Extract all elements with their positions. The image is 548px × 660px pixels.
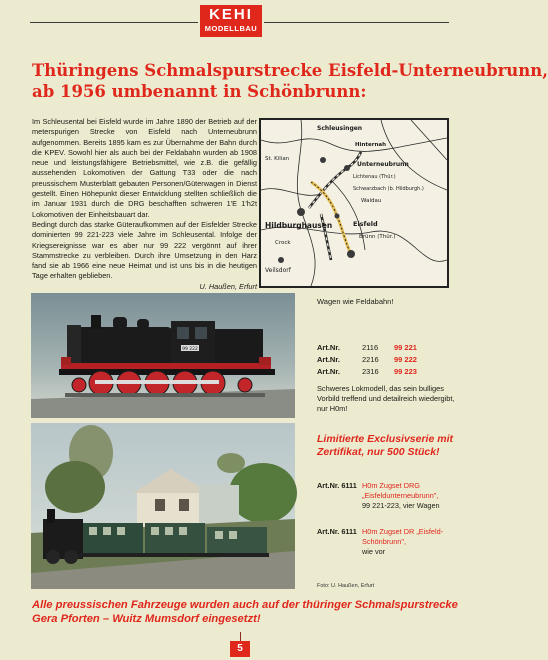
route-map-drawing (261, 120, 447, 286)
logo-subtitle: MODELLBAU (204, 24, 258, 33)
order-item-1 (317, 481, 472, 511)
kehi-logo (200, 5, 262, 37)
article-label: Art.Nr. (317, 355, 340, 364)
map-label-schleusingen: Schleusingen (317, 125, 363, 132)
headline-line-1: Thüringens Schmalspurstrecke Eisfeld-Unterneubrunn, (32, 61, 548, 80)
article-number-list (317, 342, 457, 378)
page-number: 5 (230, 641, 250, 657)
diorama-picture (31, 423, 295, 589)
order-article-number: Art.Nr. 6111 (317, 527, 357, 536)
order-title: H0m Zugset DR „Eisfeld-Schönbrunn", (362, 527, 444, 546)
header-rule-left (30, 22, 198, 23)
article-number: 2316 (362, 367, 379, 376)
article-signature: U. Haußen, Erfurt (199, 281, 257, 291)
map-label-veilsdorf: Veilsdorf (265, 267, 291, 274)
article-label: Art.Nr. (317, 343, 340, 352)
article-row (317, 354, 457, 366)
map-label-brunn: Brünn (Thür.) (359, 234, 396, 240)
article-paragraph-2: Bedingt durch das starke Güteraufkommen auf der Eisfelder Strecke dominierten 99 221-223 viele Jahre im Schleusental. Infolge der Kriegsereignisse war es aber nur 99 222 vergönnt auf ihrer Stammstrecke zu verbleiben. Durch ihre Umsetzung in den Harz fand sie ab 1966 eine neue Heimat und ist uns bis in die heutigen Tage erhalten geblieben. (32, 219, 257, 281)
locomotive-number: 99 222 (394, 355, 417, 364)
wagons-caption: Wagen wie Feldabahn! (317, 297, 394, 306)
locomotive-photo (31, 293, 295, 418)
map-label-st-kilian: St. Kilian (265, 156, 290, 162)
order-title: H0m Zugset DRG „Eisfeldunterneubrunn", (362, 481, 439, 500)
route-map (259, 118, 449, 288)
exclusive-offer-heading: Limitierte Exclusivserie mit Zertifikat, nur 500 Stück! (317, 433, 453, 458)
header-rule-right (264, 22, 449, 23)
order-details: wie vor (362, 547, 386, 556)
map-label-eisfeld: Eisfeld (353, 220, 378, 228)
map-label-hildburghausen: Hildburghausen (265, 221, 333, 230)
article-row (317, 366, 457, 378)
locomotive-number: 99 223 (394, 367, 417, 376)
article-number: 2216 (362, 355, 379, 364)
map-label-schwarzbach: Schwarzbach (b. Hildburgh.) (353, 186, 424, 192)
order-article-number: Art.Nr. 6111 (317, 481, 357, 490)
order-item-2 (317, 527, 472, 557)
article-body (32, 117, 257, 292)
photo-credit: Foto: U. Haußen, Erfurt (317, 583, 375, 589)
number-plate-text: 99 222 (182, 347, 198, 352)
map-label-lichtenau: Lichtenau (Thür.) (353, 174, 396, 180)
locomotive-number: 99 221 (394, 343, 417, 352)
article-headline (32, 60, 548, 102)
map-label-unterneubrunn: Unterneubrunn (357, 161, 409, 168)
locomotive-model-picture (31, 293, 295, 418)
layout-scene-photo (31, 423, 295, 589)
article-label: Art.Nr. (317, 367, 340, 376)
order-details: 99 221-223, vier Wagen (362, 501, 440, 510)
map-label-waldau: Waldau (361, 198, 382, 204)
logo-name: KEHI (209, 6, 253, 23)
article-paragraph-1: Im Schleusental bei Eisfeld wurde im Jahre 1890 der Betrieb auf der meterspurigen Strecke von Eisfeld nach Unterneubrunn aufgenommen. Bereits 1895 kam es zur Übernahme der Bahn durch die KPEV. Sowohl hier als auch bei der Feldabahn wurden ab 1908 neue und leistungsfähigere Betriebsmittel, wie z.B. die gefällig aussehenden Lokomotiven der Gattung T33 oder die nach preussischem Musterblatt gebauten Personen/Güterwagen in Dienst gestellt. Einen Höhepunkt dieser Entwicklung stellten schließlich die im Januar 1931 durch die DRG beschafften schweren 1'E 1'h2t Lokomotiven der Einheitsbauart dar. (32, 117, 257, 219)
footer-statement: Alle preussischen Fahrzeuge wurden auch auf der thüringer Schmalspurstrecke Gera Pforten – Wuitz Mumsdorf eingesetzt! (32, 599, 458, 625)
order-description (362, 527, 472, 557)
map-label-hinternah: Hinternah (355, 142, 387, 148)
article-number: 2116 (362, 343, 379, 352)
article-row (317, 342, 457, 354)
map-label-crock: Crock (275, 240, 291, 246)
locomotive-description: Schweres Lokmodell, das sein bulliges Vorbild treffend und detailreich wiedergibt, nur H0m! (317, 384, 455, 414)
headline-line-2: ab 1956 umbenannt in Schönbrunn: (32, 82, 367, 101)
order-description (362, 481, 472, 511)
